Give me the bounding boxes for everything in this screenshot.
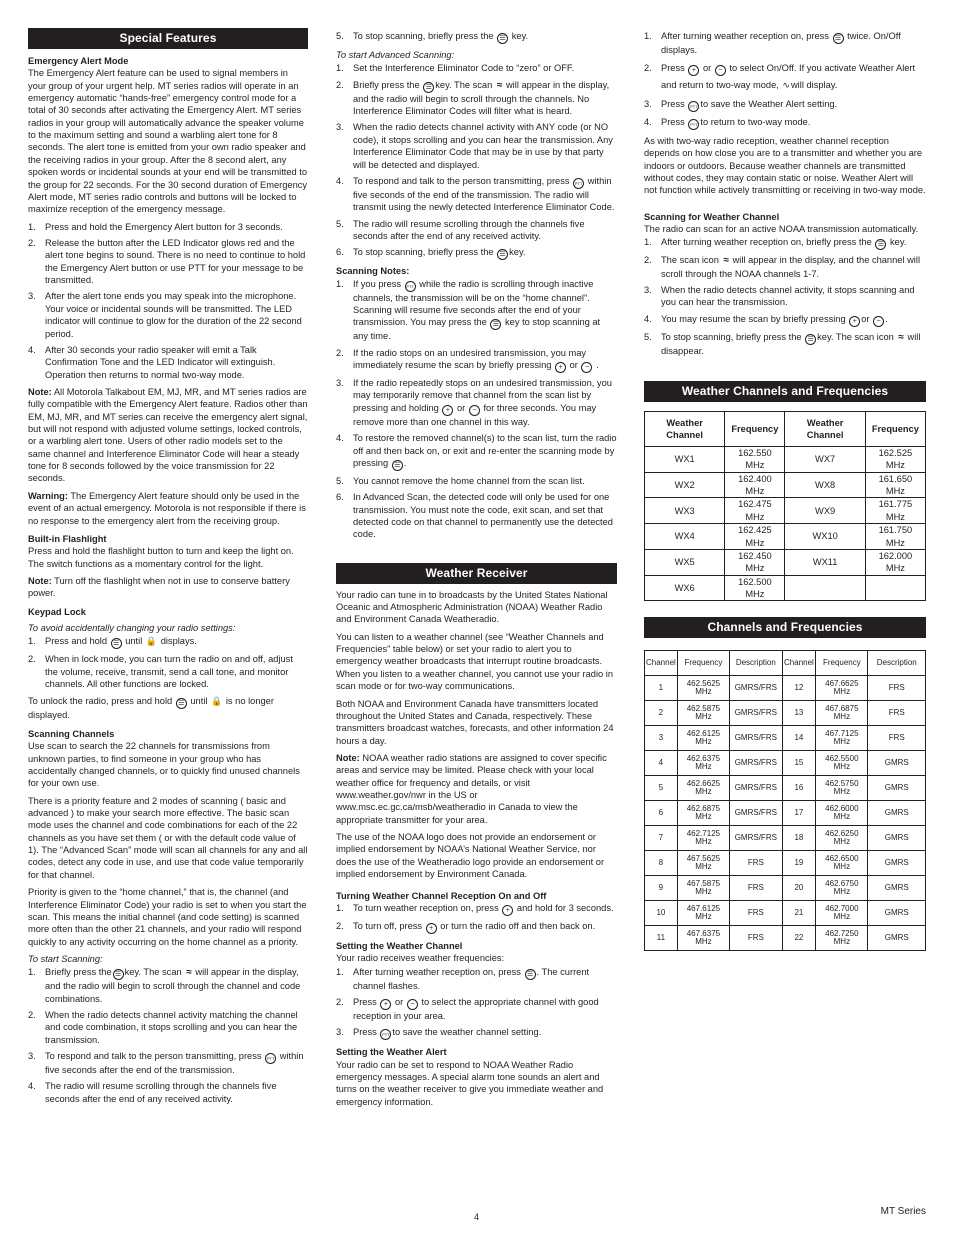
table-header: Channel xyxy=(645,651,678,676)
list-item: 5. To stop scanning, briefly press the ☰ key. The scan icon ≈ will disappear. xyxy=(644,331,921,356)
plus-icon: + xyxy=(380,999,391,1010)
table-cell: WX9 xyxy=(785,498,865,524)
column-3 xyxy=(644,28,926,951)
table-cell: GMRS xyxy=(868,876,926,901)
table-row xyxy=(645,472,926,498)
plus-icon: + xyxy=(849,316,860,327)
menu-icon: ☰ xyxy=(875,239,886,250)
table-header: Weather Channel xyxy=(785,412,865,447)
table-cell: GMRS/FRS xyxy=(730,801,783,826)
table-row xyxy=(645,524,926,550)
table-cell: 162.400 MHz xyxy=(725,472,785,498)
plus-icon: + xyxy=(442,405,453,416)
table-cell: 15 xyxy=(782,751,816,776)
table-cell: 462.5750 MHz xyxy=(816,776,868,801)
table-cell: GMRS xyxy=(868,801,926,826)
list-item: 4. To restore the removed channel(s) to the scan list, turn the radio off and then back on, or exit and re-enter the scanning mode by pressing ☰ . xyxy=(336,433,617,469)
weather-p2: You can listen to a weather channel (see “Weather Channels and Frequencies” table below) or set your radio to alert you to emergency weather broadcasts that interrupt routine broadcasts. When you listen to a weather channel, you cannot use your radio in scan mode or for two-way communications. xyxy=(336,631,614,692)
advanced-scan-steps xyxy=(336,62,617,260)
table-row xyxy=(645,447,926,473)
table-cell: 21 xyxy=(782,901,816,926)
compat-note: Note: All Motorola Talkabout EM, MJ, MR, and MT series radios are fully compatible with the Emergency Alert feature. Radios other than EM, MJ, MR, and MT series can receive the emergency alert signal, but will not respond with adjusted volume settings, locked controls, or a warbling alert tone. Users of other radio models set to the same channel and Interference Eliminator Code will hear a steady tone for 8 seconds followed by the voice transmission for 22 seconds. xyxy=(28,386,308,484)
plus-icon: + xyxy=(555,362,566,373)
table-cell: GMRS xyxy=(868,826,926,851)
menu-icon: ☰ xyxy=(392,460,403,471)
list-item: 2. Release the button after the LED Indicator glows red and the alert tone begins to sound. There is no need to continue to hold the Emergency Alert button or use PTT for your message to be transmitted. xyxy=(28,237,306,286)
emergency-steps xyxy=(28,221,308,381)
table-cell: GMRS xyxy=(868,751,926,776)
table-cell: WX8 xyxy=(785,472,865,498)
setting-intro: Your radio receives weather frequencies: xyxy=(336,953,505,964)
unlock-text: To unlock the radio, press and hold ☰ until 🔒 is no longer displayed. xyxy=(28,696,274,721)
menu-icon: ☰ xyxy=(497,249,508,260)
table-cell: 162.500 MHz xyxy=(725,575,785,601)
list-item: 1. Press and hold the Emergency Alert button for 3 seconds. xyxy=(28,221,283,232)
table-cell: 462.6000 MHz xyxy=(816,801,868,826)
page-number: 4 xyxy=(474,1212,480,1222)
weather-p4: The use of the NOAA logo does not provide an endorsement or implied endorsement by NOAA’s National Weather Service, nor does the use of the Weatheradio logo provide an endorsement or implied endorsement by Environment Canada. xyxy=(336,832,605,880)
list-item: 4. You may resume the scan by briefly pressing + or − . xyxy=(644,313,888,325)
table-cell: FRS xyxy=(868,701,926,726)
table-cell: 462.6375 MHz xyxy=(677,751,729,776)
table-cell: 16 xyxy=(782,776,816,801)
table-row xyxy=(645,876,926,901)
list-item: 3. To respond and talk to the person transmitting, press PTT within five seconds after the end of the transmission. xyxy=(28,1051,304,1076)
scan-icon: ≈ xyxy=(898,331,903,343)
list-item: 2. The scan icon ≈ will appear in the display, and the channel will scroll through the NOAA channels 1-7. xyxy=(644,255,921,279)
lock-icon: 🔒 xyxy=(211,696,223,707)
emergency-alert-heading: Emergency Alert Mode xyxy=(28,55,129,66)
minus-icon: − xyxy=(581,362,592,373)
minus-icon: − xyxy=(469,405,480,416)
table-cell: 5 xyxy=(645,776,678,801)
table-row xyxy=(645,901,926,926)
table-cell: GMRS/FRS xyxy=(730,826,783,851)
table-cell: WX7 xyxy=(785,447,865,473)
table-cell: 161.750 MHz xyxy=(865,524,925,550)
weather-alert-icon: ∿ xyxy=(782,80,790,91)
table-cell: WX1 xyxy=(645,447,725,473)
scan-icon: ≈ xyxy=(496,79,502,91)
menu-icon: ☰ xyxy=(111,638,122,649)
scanning-p2: There is a priority feature and 2 modes of scanning ( basic and advanced ) to make your search more effective. The basic scan mode uses the channel and code combinations for each of the 22 channels as you have set them ( or with the default code value of 1). The “Advanced Scan” mode will scan all channels for any and all codes, detect any code in use, and use that code value temporarily for that channel. xyxy=(28,795,308,880)
table-cell: FRS xyxy=(868,726,926,751)
table-cell: FRS xyxy=(730,926,783,951)
table-cell: 20 xyxy=(782,876,816,901)
table-cell: 467.5625 MHz xyxy=(677,851,729,876)
table-cell: 2 xyxy=(645,701,678,726)
scan-step-5 xyxy=(336,30,617,44)
scanning-notes xyxy=(336,278,617,541)
list-item: 6. To stop scanning, briefly press the ☰ key. xyxy=(336,247,526,259)
table-cell: 1 xyxy=(645,676,678,701)
list-item: 1. After turning weather reception on, press ☰ . The current channel flashes. xyxy=(336,966,590,991)
table-cell: GMRS xyxy=(868,926,926,951)
table-cell: GMRS/FRS xyxy=(730,676,783,701)
scanning-heading: Scanning Channels xyxy=(28,728,115,739)
table-cell: GMRS xyxy=(868,851,926,876)
ptt-icon: PTT xyxy=(688,101,699,112)
list-item: 2. Press + or − to select On/Off. If you activate Weather Alert and return to two-way mode, ∿will display. xyxy=(644,60,926,93)
list-item: 1. After turning weather reception on, press ☰ twice. On/Off displays. xyxy=(644,31,901,55)
table-cell: 462.6875 MHz xyxy=(677,801,729,826)
setting-weather-alert-heading: Setting the Weather Alert xyxy=(336,1047,447,1058)
table-cell: WX2 xyxy=(645,472,725,498)
list-item: 2. When the radio detects channel activity matching the channel and code combination, it stops scrolling and you can hear the transmission. xyxy=(28,1010,298,1045)
table-cell: WX10 xyxy=(785,524,865,550)
table-cell: 14 xyxy=(782,726,816,751)
list-item: 5. To stop scanning, briefly press the ☰ key. xyxy=(336,31,529,42)
scan-icon: ≈ xyxy=(723,255,728,267)
table-cell: 462.7000 MHz xyxy=(816,901,868,926)
ptt-icon: PTT xyxy=(573,178,584,189)
table-cell: 462.6625 MHz xyxy=(677,776,729,801)
table-cell: 462.6500 MHz xyxy=(816,851,868,876)
table-cell: 17 xyxy=(782,801,816,826)
weather-p3: Both NOAA and Environment Canada have transmitters located throughout the United States and Canada, respectively. These transmitters broadcast watches, forecasts, and other information 24 hours a day. xyxy=(336,698,614,746)
table-cell: 467.6375 MHz xyxy=(677,926,729,951)
table-header: Weather Channel xyxy=(645,412,725,447)
table-cell: WX6 xyxy=(645,575,725,601)
weather-channels-table xyxy=(644,411,926,601)
channels-frequencies-heading: Channels and Frequencies xyxy=(644,617,926,638)
lock-icon: 🔒 xyxy=(145,636,158,647)
table-cell: 162.450 MHz xyxy=(725,549,785,575)
table-cell: GMRS/FRS xyxy=(730,726,783,751)
table-cell: 467.5875 MHz xyxy=(677,876,729,901)
scanning-p3: Priority is given to the “home channel,” that is, the channel (and Interference Eliminator Code) your radio is set to when you start the scan. This means the initial channel (and code setting) is scanned more often than the other 21 channels, and your radio will respond quickly to any activity occurring on the home channel as a priority. xyxy=(28,887,307,947)
channels-table xyxy=(644,650,926,951)
table-cell: 462.5500 MHz xyxy=(816,751,868,776)
column-1 xyxy=(28,28,308,1110)
table-cell: 462.5625 MHz xyxy=(677,676,729,701)
list-item: 1. If you press PTT while the radio is scrolling through inactive channels, the transmission will be on the “home channel”. Scanning will resume five seconds after the end of your transmission. You may press the ☰ key to stop scanning at any time. xyxy=(336,278,601,342)
table-row xyxy=(645,676,926,701)
table-cell: GMRS xyxy=(868,901,926,926)
table-cell: 19 xyxy=(782,851,816,876)
flashlight-text: Press and hold the flashlight button to turn and keep the light on. The switch functions as a momentary control for the light. xyxy=(28,546,294,569)
table-header-row xyxy=(645,651,926,676)
flashlight-note: Note: Turn off the flashlight when not in use to conserve battery power. xyxy=(28,575,290,599)
table-cell: GMRS xyxy=(868,776,926,801)
table-cell: WX5 xyxy=(645,549,725,575)
minus-icon: − xyxy=(407,999,418,1010)
table-row xyxy=(645,751,926,776)
table-cell: 161.775 MHz xyxy=(865,498,925,524)
table-cell: 12 xyxy=(782,676,816,701)
table-header: Frequency xyxy=(865,412,925,447)
table-cell: 162.425 MHz xyxy=(725,524,785,550)
table-cell: 11 xyxy=(645,926,678,951)
flashlight-heading: Built-in Flashlight xyxy=(28,533,107,544)
table-row xyxy=(645,549,926,575)
table-row xyxy=(645,926,926,951)
table-header: Description xyxy=(868,651,926,676)
table-row xyxy=(645,851,926,876)
list-item: 4. To respond and talk to the person transmitting, press PTT within five seconds of the end of the transmission. The radio will transmit using the newly detected Interference Eliminator Code. xyxy=(336,175,615,213)
twoway-text: As with two-way radio reception, weather channel reception depends on how close you are to a transmitter and whether you are indoors or outdoors. Because weather channels are transmitted without codes, they may contain static or noise. Weather Alert will not function while actively transmitting or receiving in two-way mode. xyxy=(644,135,926,196)
weather-note: Note: NOAA weather radio stations are assigned to cover specific areas and service may be limited. Please check with your local weather office for frequency and details, or visit www.weather.gov/nwr in the US or www.msc.ec.gc.ca/msb/weatheradio in Canada to view the appropriate transmitter for your area. xyxy=(336,752,607,825)
start-scanning-italic: To start Scanning: xyxy=(28,953,103,964)
keypad-italic: To avoid accidentally changing your radio settings: xyxy=(28,623,236,634)
list-item: 5. You cannot remove the home channel from the scan list. xyxy=(336,475,585,486)
table-cell: 462.7125 MHz xyxy=(677,826,729,851)
table-cell: 462.6250 MHz xyxy=(816,826,868,851)
start-scan-steps xyxy=(28,966,308,1105)
setting-steps xyxy=(336,966,617,1041)
table-cell: WX4 xyxy=(645,524,725,550)
table-cell: WX3 xyxy=(645,498,725,524)
table-cell: 162.550 MHz xyxy=(725,447,785,473)
table-row xyxy=(645,498,926,524)
table-cell: 8 xyxy=(645,851,678,876)
table-header: Frequency xyxy=(677,651,729,676)
table-cell: 162.000 MHz xyxy=(865,549,925,575)
table-cell: 462.5875 MHz xyxy=(677,701,729,726)
table-row xyxy=(645,726,926,751)
list-item: 2. To turn off, press + or turn the radio off and then back on. xyxy=(336,920,596,932)
scanning-notes-heading: Scanning Notes: xyxy=(336,266,410,277)
table-cell: 4 xyxy=(645,751,678,776)
table-cell: 467.6125 MHz xyxy=(677,901,729,926)
table-cell: 462.6125 MHz xyxy=(677,726,729,751)
table-cell: FRS xyxy=(868,676,926,701)
list-item: 2. If the radio stops on an undesired transmission, you may immediately resume the scan by briefly pressing + or − . xyxy=(336,347,599,372)
list-item: 4. The radio will resume scrolling through the channels five seconds after the end of any received activity. xyxy=(28,1081,277,1104)
scan-icon: ≈ xyxy=(186,967,191,979)
table-cell: WX11 xyxy=(785,549,865,575)
warning-note: Warning: The Emergency Alert feature should only be used in the event of an actual emergency. Motorola is not responsible if there is no response to the emergency alert from the receiving group. xyxy=(28,490,306,526)
list-item: 3. If the radio repeatedly stops on an undesired transmission, you may temporarily remove that channel from the scan list by pressing and holding + or − for three seconds. You may remove more than one channel in this way. xyxy=(336,378,612,427)
scanning-weather-heading: Scanning for Weather Channel xyxy=(644,211,780,222)
table-cell: 162.475 MHz xyxy=(725,498,785,524)
keypad-steps xyxy=(28,635,308,690)
column-2 xyxy=(336,28,617,1113)
list-item: 2. Press + or − to select the appropriate channel with good reception in your area. xyxy=(336,997,599,1021)
table-cell: 22 xyxy=(782,926,816,951)
table-cell: GMRS/FRS xyxy=(730,751,783,776)
list-item: 2. When in lock mode, you can turn the radio on and off, adjust the volume, receive, transmit, send a call tone, and monitor channels. All other functions are locked. xyxy=(28,654,293,690)
table-cell: 10 xyxy=(645,901,678,926)
table-row xyxy=(645,701,926,726)
list-item: 2. Briefly press the ☰ key. The scan ≈ will appear in the display, and the radio will begin to scroll through the channels. No Interference Eliminator Codes will filter what is heard. xyxy=(336,79,610,117)
ptt-icon: PTT xyxy=(265,1053,276,1064)
weather-alert-text: Your radio can be set to respond to NOAA Weather Radio emergency messages. A special alarm tone sounds an alert and turns on the weather receiver to give you immediate weather and emergency information. xyxy=(336,1059,604,1107)
list-item: 5. The radio will resume scrolling through the channels five seconds after the end of any received activity. xyxy=(336,218,585,241)
plus-icon: + xyxy=(426,923,437,934)
menu-icon: ☰ xyxy=(113,969,124,980)
table-cell: 6 xyxy=(645,801,678,826)
table-header: Description xyxy=(730,651,783,676)
table-cell: 18 xyxy=(782,826,816,851)
table-cell: 462.7250 MHz xyxy=(816,926,868,951)
menu-icon: ☰ xyxy=(805,334,816,345)
list-item: 1. To turn weather reception on, press + and hold for 3 seconds. xyxy=(336,902,614,914)
list-item: 1. After turning weather reception on, briefly press the ☰ key. xyxy=(644,237,907,249)
table-header: Frequency xyxy=(816,651,868,676)
turning-steps xyxy=(336,902,617,934)
special-features-heading: Special Features xyxy=(28,28,308,49)
weather-p1: Your radio can tune in to broadcasts by the United States National Oceanic and Atmospheric Administration (NOAA) Weather Radio and Environment Canada Weatheradio. xyxy=(336,589,608,625)
weather-channels-heading: Weather Channels and Frequencies xyxy=(644,381,926,402)
list-item: 3. Press PTT to save the weather channel setting. xyxy=(336,1026,617,1040)
table-cell: 467.6875 MHz xyxy=(816,701,868,726)
ptt-icon: PTT xyxy=(688,119,699,130)
table-row xyxy=(645,801,926,826)
table-row xyxy=(645,575,926,601)
menu-icon: ☰ xyxy=(423,82,434,93)
menu-icon: ☰ xyxy=(497,33,508,44)
plus-icon: + xyxy=(688,65,699,76)
turning-weather-heading: Turning Weather Channel Reception On and Off xyxy=(336,890,547,901)
list-item: 3. Press PTT to save the Weather Alert setting. xyxy=(644,98,926,112)
table-cell: 7 xyxy=(645,826,678,851)
scanning-p1: Use scan to search the 22 channels for transmissions from unknown parties, to find someone in your group who has accidentally changed channels, or to quickly find unused channels for your own use. xyxy=(28,741,300,789)
series-label: MT Series xyxy=(880,1206,926,1217)
table-cell: FRS xyxy=(730,901,783,926)
list-item: 3. When the radio detects channel activity with ANY code (or NO code), it stops scrolling and you can hear the transmission. Any Interference Eliminator Code that may be in use by that party will be detected and displayed. xyxy=(336,122,613,170)
table-header: Frequency xyxy=(725,412,785,447)
table-header: Channel xyxy=(782,651,816,676)
minus-icon: − xyxy=(873,316,884,327)
menu-icon: ☰ xyxy=(525,969,536,980)
list-item: 1. Set the Interference Eliminator Code to “zero” or OFF. xyxy=(336,63,575,74)
list-item: 1. Briefly press the ☰ key. The scan ≈ will appear in the display, and the radio will begin to scroll through the channel and code combinations. xyxy=(28,967,301,1004)
table-cell xyxy=(865,575,925,601)
list-item: 4. Press PTT to return to two-way mode. xyxy=(644,116,926,130)
menu-icon: ☰ xyxy=(176,698,187,709)
table-cell: 462.6750 MHz xyxy=(816,876,868,901)
menu-icon: ☰ xyxy=(490,319,501,330)
table-row xyxy=(645,826,926,851)
table-header-row xyxy=(645,412,926,447)
table-cell: 13 xyxy=(782,701,816,726)
scanning-weather-steps xyxy=(644,236,926,357)
ptt-icon: PTT xyxy=(380,1029,391,1040)
advanced-scan-italic: To start Advanced Scanning: xyxy=(336,50,455,60)
plus-icon: + xyxy=(502,905,513,916)
table-cell: FRS xyxy=(730,876,783,901)
table-cell: GMRS/FRS xyxy=(730,701,783,726)
table-cell: 162.525 MHz xyxy=(865,447,925,473)
setting-weather-channel-heading: Setting the Weather Channel xyxy=(336,940,463,951)
table-cell: 3 xyxy=(645,726,678,751)
minus-icon: − xyxy=(715,65,726,76)
table-cell: 467.6625 MHz xyxy=(816,676,868,701)
emergency-alert-intro: The Emergency Alert feature can be used to signal members in your group of your urgent help. MT series radios will operate in an emergency automatic “hands-free” emergency control mode for a total of 30 seconds after activating the Emergency Alert. MT series radios in your group will automatically advance the speaker volume to the maximum setting and sound a warbling alert tone for 8 seconds. The alert tone is emitted from your own radio speaker and the receiving radios in your group. After the 8 second alert, any spoken words or incidental sounds at your end will be transmitted to the group for 22 seconds. For the 30 second duration of Emergency Alert mode, MT series radio controls and buttons will be locked to maximize reception of the emergency message. xyxy=(28,68,308,215)
table-cell: 467.7125 MHz xyxy=(816,726,868,751)
list-item: 3. When the radio detects channel activity, it stops scanning and you can hear the transmission. xyxy=(644,285,915,308)
list-item: 3. After the alert tone ends you may speak into the microphone. Your voice or incidental sounds will be transmitted. The LED indicator will continue to glow for the duration of the 22 second period. xyxy=(28,291,302,339)
table-cell: 9 xyxy=(645,876,678,901)
scanning-weather-intro: The radio can scan for an active NOAA transmission automatically. xyxy=(644,223,919,234)
table-cell: FRS xyxy=(730,851,783,876)
menu-icon: ☰ xyxy=(833,33,844,44)
keypad-lock-heading: Keypad Lock xyxy=(28,606,86,617)
weather-alert-steps xyxy=(644,30,926,130)
ptt-icon: PTT xyxy=(405,281,416,292)
table-cell: 161.650 MHz xyxy=(865,472,925,498)
list-item: 4. After 30 seconds your radio speaker will emit a Talk Confirmation Tone and the LED Indicator will extinguish. Operation then returns to normal two-way mode. xyxy=(28,344,276,380)
table-cell xyxy=(785,575,865,601)
list-item: 1. Press and hold ☰ until 🔒 displays. xyxy=(28,636,197,648)
table-row xyxy=(645,776,926,801)
table-cell: GMRS/FRS xyxy=(730,776,783,801)
weather-receiver-heading: Weather Receiver xyxy=(336,563,617,584)
list-item: 6. In Advanced Scan, the detected code will only be used for one transmission. You must note the code, exit scan, and set that detected code on that channel to permanently use the detected code. xyxy=(336,492,613,540)
